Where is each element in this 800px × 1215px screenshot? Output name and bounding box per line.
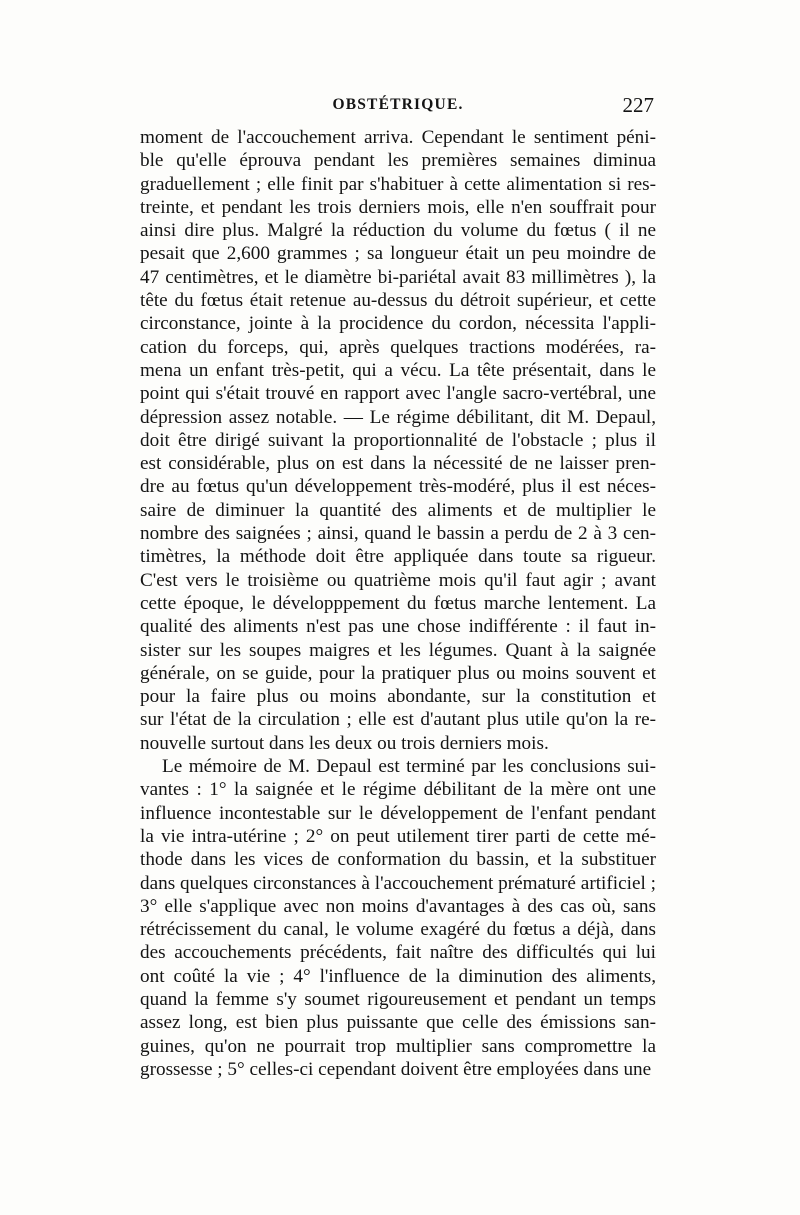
text-line: saire de diminuer la quantité des aliments et de multiplier le <box>140 499 656 521</box>
text-line: dans quelques circonstances à l'accouchement prématuré artificiel ; <box>140 872 656 894</box>
text-line: est considérable, plus on est dans la nécessité de ne laisser pren- <box>140 453 656 475</box>
text-line: influence incontestable sur le développement de l'enfant pendant <box>140 802 656 824</box>
text-line: point qui s'était trouvé en rapport avec l'angle sacro-vertébral, une <box>140 383 656 405</box>
text-line: quand la femme s'y soumet rigoureusement et pendant un temps <box>140 988 656 1010</box>
text-line: cation du forceps, qui, après quelques tractions modérées, ra- <box>140 336 656 358</box>
text-line: pesait que 2,600 grammes ; sa longueur était un peu moindre de <box>140 243 656 265</box>
text-line: treinte, et pendant les trois derniers mois, elle n'en souffrait pour <box>140 196 656 218</box>
text-line: timètres, la méthode doit être appliquée dans toute sa rigueur. <box>140 546 656 568</box>
text-line: pour la faire plus ou moins abondante, sur la constitution et <box>140 686 656 708</box>
text-line: assez long, est bien plus puissante que celle des émissions san- <box>140 1012 656 1034</box>
text-line: guines, qu'on ne pourrait trop multiplier sans compromettre la <box>140 1035 656 1057</box>
text-line: grossesse ; 5° celles-ci cependant doivent être employées dans une <box>140 1058 652 1080</box>
text-line: dre au fœtus qu'un développement très-modéré, plus il est néces- <box>140 476 656 498</box>
page-number: 227 <box>622 93 654 117</box>
text-line: la vie intra-utérine ; 2° on peut utilement tirer parti de cette mé- <box>140 825 656 847</box>
text-line: doit être dirigé suivant la proportionnalité de l'obstacle ; plus il <box>140 429 656 451</box>
text-line: ont coûté la vie ; 4° l'influence de la diminution des aliments, <box>140 965 656 987</box>
text-line: ainsi dire plus. Malgré la réduction du volume du fœtus ( il ne <box>140 220 656 242</box>
body-text <box>140 126 656 1081</box>
text-line: moment de l'accouchement arriva. Cependant le sentiment péni- <box>140 127 656 148</box>
running-header <box>140 93 656 122</box>
text-line: nouvelle surtout dans les deux ou trois derniers mois. <box>140 732 549 754</box>
text-line: dépression assez notable. — Le régime débilitant, dit M. Depaul, <box>140 406 656 428</box>
text-line: circonstance, jointe à la procidence du cordon, nécessita l'appli- <box>140 313 656 335</box>
text-line: thode dans les vices de conformation du bassin, et la substituer <box>140 849 656 871</box>
text-line: mena un enfant très-petit, qui a vécu. La tête présentait, dans le <box>140 359 656 381</box>
text-line: qualité des aliments n'est pas une chose indifférente : il faut in- <box>140 616 656 638</box>
text-line: rétrécissement du canal, le volume exagéré du fœtus a déjà, dans <box>140 919 656 941</box>
text-line: des accouchements précédents, fait naître des difficultés qui lui <box>140 942 656 964</box>
text-line: 3° elle s'applique avec non moins d'avantages à des cas où, sans <box>140 895 656 917</box>
text-line: générale, on se guide, pour la pratiquer plus ou moins souvent et <box>140 662 656 684</box>
text-line: 47 centimètres, et le diamètre bi-pariétal avait 83 millimètres ), la <box>140 266 656 288</box>
text-line: C'est vers le troisième ou quatrième mois qu'il faut agir ; avant <box>140 569 656 591</box>
text-line: cette époque, le développpement du fœtus marche lentement. La <box>140 592 656 614</box>
running-title: OBSTÉTRIQUE. <box>332 96 464 113</box>
text-line: graduellement ; elle finit par s'habituer à cette alimentation si res- <box>140 173 656 195</box>
text-line: sur l'état de la circulation ; elle est d'autant plus utile qu'on la re- <box>140 709 656 731</box>
text-line: vantes : 1° la saignée et le régime débilitant de la mère ont une <box>140 779 656 801</box>
text-line: Le mémoire de M. Depaul est terminé par les conclusions sui- <box>162 756 656 778</box>
text-line: tête du fœtus était retenue au-dessus du détroit supérieur, et cette <box>140 290 656 312</box>
text-line: nombre des saignées ; ainsi, quand le bassin a perdu de 2 à 3 cen- <box>140 523 656 545</box>
text-line: ble qu'elle éprouva pendant les premières semaines diminua <box>140 150 656 172</box>
text-line: sister sur les soupes maigres et les légumes. Quant à la saignée <box>140 639 656 661</box>
